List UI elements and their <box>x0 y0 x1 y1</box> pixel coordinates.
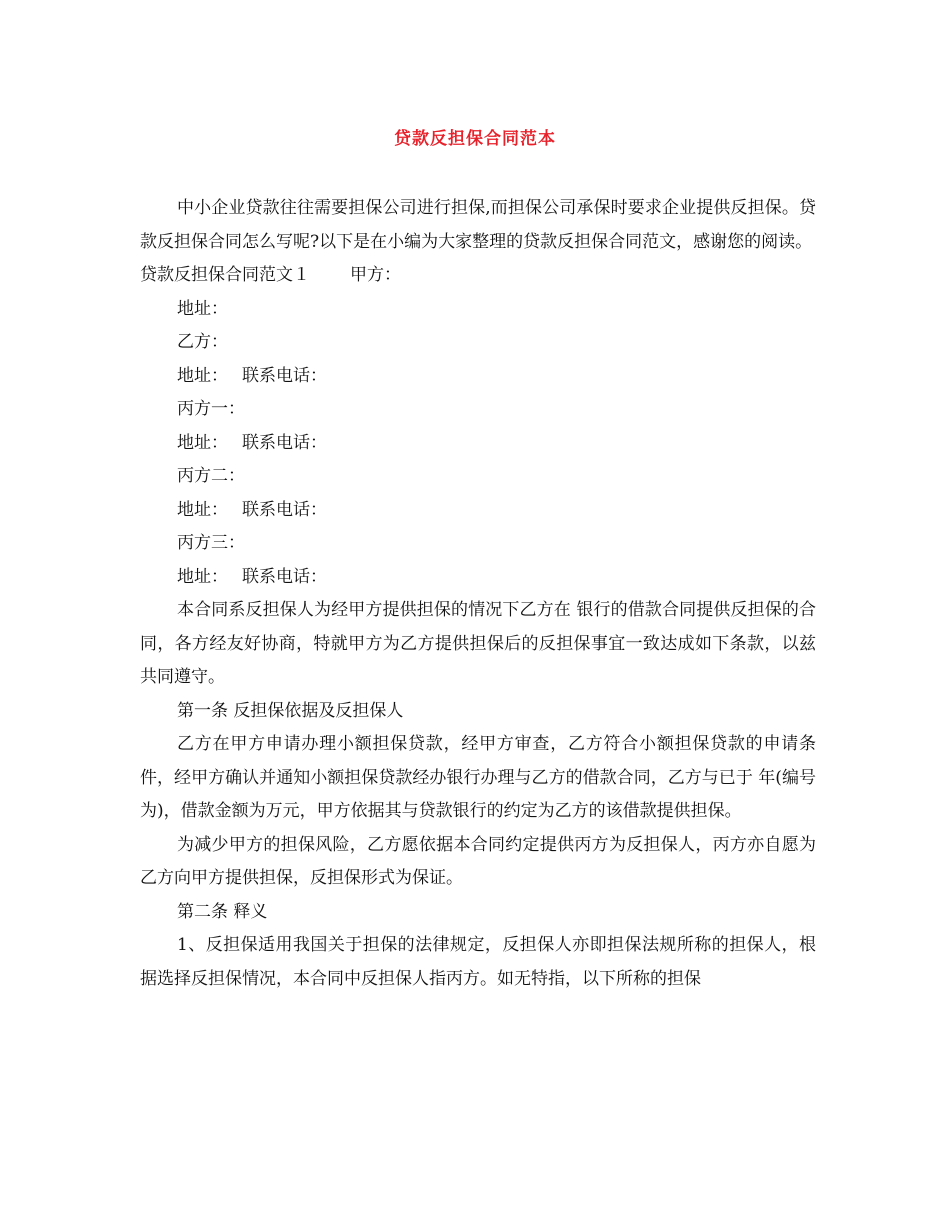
article1-paragraph-1: 乙方在甲方申请办理小额担保贷款，经甲方审查，乙方符合小额担保贷款的申请条件，经甲方确认并通知小额担保贷款经办银行办理与乙方的借款合同，乙方与已于 年(编号为)，借款金额为万元，甲方依据其与贷款银行的约定为乙方的该借款提供担保。 <box>140 734 816 821</box>
address-label: 地址： <box>177 499 228 520</box>
sample-heading-line <box>140 259 816 293</box>
phone-label: 联系电话： <box>242 499 327 520</box>
party-c2-address <box>140 494 816 528</box>
party-c3-line <box>140 527 816 561</box>
sample-heading: 贷款反担保合同范文１ <box>140 265 310 285</box>
article1-title: 第一条 反担保依据及反担保人 <box>177 700 404 721</box>
article1-paragraph-2: 为减少甲方的担保风险，乙方愿依据本合同约定提供丙方为反担保人，丙方亦自愿为乙方向甲方提供担保，反担保形式为保证。 <box>140 834 816 888</box>
article2-title: 第二条 释义 <box>177 901 268 922</box>
party-c1-label: 丙方一： <box>177 399 245 419</box>
contract-paragraph: 本合同系反担保人为经甲方提供担保的情况下乙方在 银行的借款合同提供反担保的合同，各方经友好协商，特就甲方为乙方提供担保后的反担保事宜一致达成如下条款，以兹共同遵守。 <box>140 600 816 687</box>
phone-label: 联系电话： <box>242 566 327 587</box>
article2-paragraph-1: 1、反担保适用我国关于担保的法律规定，反担保人亦即担保法规所称的担保人，根据选择反担保情况，本合同中反担保人指丙方。如无特指，以下所称的担保 <box>140 935 816 989</box>
party-c1-address <box>140 427 816 461</box>
document-title: 贷款反担保合同范本 <box>394 129 556 149</box>
party-b-line <box>140 326 816 360</box>
party-c3-label: 丙方三： <box>177 533 245 553</box>
phone-label: 联系电话： <box>242 365 327 386</box>
intro-paragraph: 中小企业贷款往往需要担保公司进行担保,而担保公司承保时要求企业提供反担保。贷款反担保合同怎么写呢?以下是在小编为大家整理的贷款反担保合同范文，感谢您的阅读。 <box>140 198 816 252</box>
party-c2-line <box>140 460 816 494</box>
party-a-label: 甲方： <box>350 265 401 285</box>
phone-label: 联系电话： <box>242 432 327 453</box>
party-c3-address <box>140 561 816 595</box>
party-a-address <box>140 293 816 327</box>
address-label: 地址： <box>177 298 228 319</box>
party-c2-label: 丙方二： <box>177 466 245 486</box>
address-label: 地址： <box>177 432 228 453</box>
party-b-address <box>140 360 816 394</box>
party-b-label: 乙方： <box>177 332 228 352</box>
document-body <box>140 192 816 996</box>
party-c1-line <box>140 393 816 427</box>
address-label: 地址： <box>177 566 228 587</box>
address-label: 地址： <box>177 365 228 386</box>
